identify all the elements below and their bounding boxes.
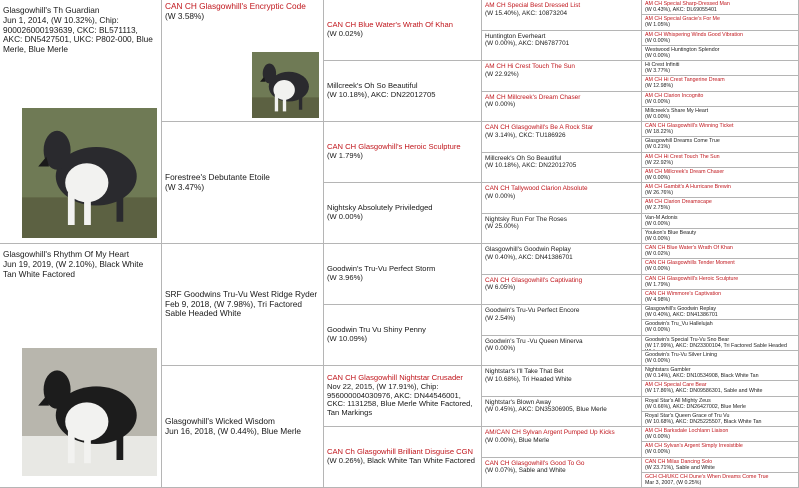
dog-details: (W 3.14%), CKC: TU186926 <box>485 131 566 139</box>
dog-name-text: Nightstars Gambler <box>645 367 691 373</box>
dog-title: AM CH <box>645 77 663 84</box>
dog-details: (W 0.00%) <box>645 357 671 364</box>
dog-details: (W 0.00%) <box>645 266 671 273</box>
dog-name-text: Glasgowhill's Captivating <box>511 276 583 284</box>
dog-name-text: Millcreek's Dream Chaser <box>663 168 725 175</box>
gen2-dog-cell <box>162 122 324 244</box>
gen4-dog-cell <box>482 366 642 397</box>
dog-details: (W 0.00%) <box>485 101 516 109</box>
dog-name-text: Glasgowhill Brilliant Disguise CGN <box>356 447 474 457</box>
dog-details: (W 0.40%), AKC: DN41386701 <box>485 253 573 261</box>
dog-details: (W 10.18%), AKC: DN22012705 <box>485 162 577 170</box>
gen5-dog-cell <box>642 0 799 15</box>
dog-title: AM CH <box>645 382 663 389</box>
gen5-dog-cell <box>642 320 799 335</box>
dog-name <box>485 246 638 254</box>
dog-name-text: Glasgowhill's Be A Rock Star <box>511 124 594 131</box>
gen5-dog-cell <box>642 458 799 473</box>
dog-details: (W 0.02%) <box>645 251 671 258</box>
dog-title: CAN CH <box>645 245 666 251</box>
gen4-dog-cell <box>482 122 642 153</box>
dog-name-text: Clarion Dreamscape <box>663 199 712 206</box>
dog-details: (W 0.00%) <box>485 345 516 353</box>
dog-details: (W 0.00%) <box>645 434 671 441</box>
dog-name-text: Goodwin's Tru-Vu Perfect Encore <box>485 307 580 314</box>
dog-name-text: Goodwin's Tru -Vu Queen Minerva <box>485 337 583 345</box>
dog-details: (W 22.92%) <box>485 70 519 78</box>
dog-details: (W 22.92%) <box>645 159 673 166</box>
gen3-dog-cell <box>324 244 482 305</box>
dog-details: (W 1.79%) <box>327 151 363 160</box>
dog-name <box>485 338 638 346</box>
gen4-dog-cell <box>482 458 642 488</box>
dog-details: Jun 16, 2018, (W 0.44%), Blue Merle <box>165 425 302 436</box>
dog-details: (W 0.00%) <box>645 98 671 105</box>
dog-title: AM CH <box>645 92 663 99</box>
dog-title: CAN CH <box>645 275 666 282</box>
dog-name <box>485 185 638 193</box>
gen5-dog-cell <box>642 137 799 152</box>
dog-name-text: Glasgowhill's Th Guardian <box>3 5 100 15</box>
gen3-dog-cell <box>324 0 482 61</box>
dog-name-text: Glasgowhill's Good To Go <box>511 459 585 467</box>
gen5-dog-cell <box>642 381 799 396</box>
dog-title: AM CH <box>645 168 663 175</box>
dog-name-text: Nightstar's Blown Away <box>485 398 552 406</box>
dog-name-text: Goodwin's Special Tru-Vu Sno Bear <box>645 336 730 343</box>
dog-name <box>485 460 638 468</box>
gen3-dog-cell <box>324 183 482 244</box>
dog-details: (W 0.40%), AKC: DN41386701 <box>645 312 718 319</box>
dog-name <box>485 307 638 315</box>
gen4-dog-cell <box>482 214 642 245</box>
dog-details: Nov 22, 2015, (W 17.91%), Chip: 956000004030976, AKC: DN44546001, CKC: 1131258, Blue Merle White Factored, Tan Markings <box>327 381 473 418</box>
dog-details: (W 3.96%) <box>327 273 363 282</box>
gen5-dog-cell <box>642 46 799 61</box>
dog-name-text: Nightsky Absolutely Priviledged <box>327 203 433 213</box>
dog-name-text: Hi Crest Touch The Sun <box>507 63 575 70</box>
dog-photo-encryptic <box>252 52 319 118</box>
gen5-dog-cell <box>642 198 799 213</box>
dog-name-text: Whispering Winds Good Vibration <box>663 31 743 38</box>
dog-details: (W 15.40%), AKC: 10873204 <box>485 9 568 17</box>
dog-name-text: Millcreek's Share My Heart <box>645 107 709 114</box>
dog-title: CAN CH <box>645 123 666 129</box>
gen5-dog-cell <box>642 168 799 183</box>
dog-details: (W 0.00%), AKC: DN6787701 <box>485 40 570 48</box>
dog-photo-dam <box>22 348 157 476</box>
dog-name-text: Wimmore's Captivation <box>666 290 722 297</box>
dog-details: (W 0.14%), AKC: DN10534908, Black White Tan <box>645 373 759 380</box>
dog-details: (W 25.00%) <box>485 223 519 231</box>
dog-details: (W 2.75%) <box>645 205 671 212</box>
dog-details: (W 2.54%) <box>485 314 516 322</box>
dog-details: (W 0.21%) <box>645 144 671 151</box>
dog-details: (W 1.05%) <box>645 22 671 29</box>
gen4-dog-cell <box>482 397 642 428</box>
dog-details: (W 0.00%) <box>645 235 671 242</box>
dog-name-text: Goodwin's Tru-Vu Silver Lining <box>645 351 718 358</box>
gen5-dog-cell <box>642 244 799 259</box>
dog-name-text: Special Best Dressed List <box>507 2 581 9</box>
dog-details: (W 1.79%) <box>645 281 671 288</box>
dog-name-text: Royal Star's Queen Grace of Tru Vu <box>645 412 730 419</box>
dog-details: (W 17.86%), AKC: DN09586301, Sable and White <box>645 388 763 395</box>
gen4-dog-cell <box>482 244 642 275</box>
gen4-dog-cell <box>482 275 642 306</box>
dog-title: CAN CH <box>327 372 357 382</box>
gen3-dog-cell <box>324 427 482 488</box>
gen5-dog-cell <box>642 229 799 244</box>
dog-name-text: Sylvan's Argent Simply Irresistible <box>663 443 743 450</box>
dog-name-text: Blue Water's Wrath Of Khan <box>358 20 453 30</box>
dog-title: CAN Ch <box>327 447 355 457</box>
dog-name-text: Glasgowhill's Winning Ticket <box>666 123 734 129</box>
gen5-dog-cell <box>642 76 799 91</box>
gen5-dog-cell <box>642 107 799 122</box>
dog-details: (W 0.07%), Sable and White <box>485 467 566 475</box>
dog-name <box>485 63 638 71</box>
dog-details: (W 0.43%), AKC: DL69055401 <box>645 7 717 14</box>
dog-title: AM CH <box>485 2 506 9</box>
dog-name-text: Nightsky Run For The Roses <box>485 215 567 223</box>
dog-name-text: Dune's When Dreams Come True <box>689 473 769 480</box>
dog-name-text: Glasgowhill's Goodwin Replay <box>645 306 717 312</box>
gen5-dog-cell <box>642 290 799 305</box>
gen5-dog-cell <box>642 15 799 30</box>
dog-name-text: SRF Goodwins Tru-Vu West Ridge Ryder <box>165 288 318 299</box>
dog-name-text: Glasgowhill's Goodwin Replay <box>485 246 571 253</box>
dog-title: CAN CH <box>165 1 197 11</box>
dog-name-text: Glasgowhills Tender Moment <box>666 260 735 267</box>
dog-name <box>485 216 638 224</box>
dog-photo-sire <box>22 108 157 238</box>
gen3-dog-cell <box>324 61 482 122</box>
dog-details: (W 0.00%) <box>645 220 671 227</box>
dog-name <box>485 429 638 437</box>
gen3-dog-cell <box>324 366 482 427</box>
dog-details: (W 17.99%), AKC: DN23300104, Tri Factored Sable Headed <box>645 342 787 349</box>
dog-details: (W 10.68%), AKC: DN25225507, Black White Tan <box>645 418 762 425</box>
dog-name-text: Van-M Adonis <box>645 214 678 221</box>
dog-name-text: Glasgowhill's Encryptic Code <box>199 1 306 11</box>
dog-name-text: Forestree's Debutante Etoile <box>165 171 270 182</box>
gen5-dog-cell <box>642 412 799 427</box>
dog-name-text: Royal Star's All Mighty Zeus <box>645 397 711 404</box>
dog-title: CAN CH <box>485 276 510 284</box>
dog-title: AM CH <box>645 153 663 160</box>
dog-title: CAN CH <box>485 459 510 467</box>
gen5-dog-cell <box>642 122 799 137</box>
gen5-dog-cell <box>642 305 799 320</box>
dog-name-text: Clarion Incognito <box>663 92 704 99</box>
dog-name-text: Barksdale Lochlann Liaison <box>663 428 729 434</box>
dog-details: Feb 9, 2018, (W 7.98%), Tri Factored Sable Headed White <box>165 298 302 319</box>
dog-details: (W 0.02%) <box>327 29 363 38</box>
dog-details: (W 0.26%), Black White Tan White Factored <box>327 456 475 465</box>
dog-name <box>485 277 638 285</box>
dog-details: (W 0.00%) <box>485 192 516 200</box>
dog-name-text: Special Gracie's For Me <box>663 16 720 23</box>
dog-title: CAN CH <box>485 185 510 192</box>
dog-details: (W 0.00%) <box>645 174 671 181</box>
dog-name-text: Milas Dancing Solo <box>666 458 713 465</box>
dog-name-text: Special Sharp-Dressed Man <box>663 1 730 7</box>
dog-title: CAN CH <box>327 142 357 152</box>
gen5-dog-cell <box>642 214 799 229</box>
dog-name-text: Glasgowhill Nightstar Crusader <box>358 372 463 382</box>
dog-details: (W 3.58%) <box>165 10 205 21</box>
dog-name-text: Special Care Bear <box>663 382 707 389</box>
gen3-dog-cell <box>324 122 482 183</box>
gen4-dog-cell <box>482 92 642 123</box>
dog-title: GCH CH/UKC CH <box>645 473 688 480</box>
gen4-dog-cell <box>482 336 642 367</box>
dog-name-text: Millcreek's Oh So Beautiful <box>485 154 562 162</box>
gen5-dog-cell <box>642 61 799 76</box>
gen4-dog-cell <box>482 427 642 458</box>
dog-name-text: Goodwin Tru Vu Shiny Penny <box>327 325 426 335</box>
gen4-dog-cell <box>482 183 642 214</box>
dog-title: AM CH <box>645 443 663 450</box>
dog-title: CAN CH <box>645 458 666 465</box>
dog-details: (W 0.00%) <box>645 327 671 334</box>
gen5-dog-cell <box>642 366 799 381</box>
gen2-dog-cell <box>162 366 324 488</box>
gen5-dog-cell <box>642 473 799 488</box>
dog-details: (W 10.09%) <box>327 334 368 343</box>
dog-details: Mar 3, 2007, (W 0.25%) <box>645 479 702 486</box>
dog-name-text: Goodwin's Tru_Vu Hallelujah <box>645 321 713 328</box>
dog-details: (W 0.66%), AKC: DN26427002, Blue Merle <box>645 403 746 410</box>
dog-name <box>485 2 638 10</box>
dog-title: AM CH <box>645 31 663 38</box>
gen4-dog-cell <box>482 0 642 31</box>
dog-title: AM CH <box>645 199 663 206</box>
dog-title: AM CH <box>485 93 506 101</box>
dog-title: AM/CAN CH <box>485 429 521 436</box>
dog-details: (W 6.05%) <box>485 284 516 292</box>
dog-details: (W 0.00%) <box>645 37 671 44</box>
dog-details: (W 3.47%) <box>165 181 205 192</box>
gen5-dog-cell <box>642 259 799 274</box>
dog-name-text: Tallywood Clarion Absolute <box>511 185 588 192</box>
gen5-dog-cell <box>642 442 799 457</box>
dog-name-text: Gambit's A Hurricane Brewin <box>663 184 731 190</box>
dog-title: CAN CH <box>645 260 666 267</box>
gen5-dog-cell <box>642 153 799 168</box>
gen5-dog-cell <box>642 427 799 442</box>
dog-title: CAN CH <box>645 290 666 297</box>
dog-details: (W 23.71%), Sable and White <box>645 464 715 471</box>
dog-details: (W 0.00%) <box>645 52 671 59</box>
gen5-dog-cell <box>642 183 799 198</box>
gen5-dog-cell <box>642 92 799 107</box>
gen4-dog-cell <box>482 153 642 184</box>
dog-title: AM CH <box>645 184 663 190</box>
dog-name-text: Huntington Everheart <box>485 32 546 40</box>
dog-details: Jun 19, 2019, (W 2.10%), Black White Tan White Factored <box>3 258 144 279</box>
dog-name-text: Glasgowhill's Rhythm Of My Heart <box>3 249 130 259</box>
dog-details: (W 3.77%) <box>645 68 671 75</box>
dog-name-text: Glasgowhill's Heroic Sculpture <box>666 275 739 282</box>
gen5-dog-cell <box>642 275 799 290</box>
dog-details: (W 10.68%), Tri Headed White <box>485 375 572 383</box>
dog-details: (W 18.22%) <box>645 129 673 136</box>
dog-name-text: Hi Crest Infiniti <box>645 62 680 68</box>
dog-name-text: Nightstar's I'll Take That Bet <box>485 368 564 375</box>
dog-title: AM CH <box>645 16 663 23</box>
dog-details: (W 10.18%), AKC: DN22012705 <box>327 90 436 99</box>
dog-details: Jun 1, 2014, (W 10.32%), Chip: 900026000193639, CKC: BL571113, AKC: DN5427501, UKC: P802-000, Blue Merle, Blue Merle <box>3 14 153 55</box>
gen5-dog-cell <box>642 351 799 366</box>
dog-details: (W 0.00%) <box>645 449 671 456</box>
dog-title: AM CH <box>645 428 663 434</box>
dog-title: AM CH <box>645 1 663 7</box>
gen5-dog-cell <box>642 31 799 46</box>
gen3-dog-cell <box>324 305 482 366</box>
dog-name-text: Hi Crest Touch The Sun <box>663 153 720 160</box>
dog-details: (W 0.45%), AKC: DN35306905, Blue Merle <box>485 406 607 414</box>
dog-name <box>485 124 638 132</box>
dog-details: (W 0.00%) <box>327 212 363 221</box>
dog-details: (W 12.98%) <box>645 83 673 90</box>
gen4-dog-cell <box>482 61 642 92</box>
dog-name-text: Glasgowhill's Wicked Wisdom <box>165 415 275 426</box>
dog-title: CAN CH <box>485 124 510 131</box>
dog-name-text: Glasgowhill Dreams Come True <box>645 138 720 145</box>
dog-details: (W 26.76%) <box>645 190 673 197</box>
dog-details: (W 4.98%) <box>645 296 671 303</box>
dog-name-text: Blue Water's Wrath Of Khan <box>666 245 733 251</box>
dog-name-text: Westwood Huntington Splendor <box>645 46 720 53</box>
dog-title: CAN CH <box>327 20 357 30</box>
dog-name-text: Youkon's Blue Beauty <box>645 229 697 236</box>
gen4-dog-cell <box>482 305 642 336</box>
dog-name <box>485 155 638 163</box>
dog-name-text: Hi Crest Tangerine Dream <box>663 77 725 84</box>
dog-name <box>485 33 638 41</box>
dog-title: AM CH <box>485 63 506 70</box>
dog-name-text: Sylvan Argent Pumped Up Kicks <box>522 429 615 436</box>
gen5-dog-cell <box>642 397 799 412</box>
gen2-dog-cell <box>162 244 324 366</box>
dog-name <box>485 94 638 102</box>
dog-details: (W 0.00%) <box>645 113 671 120</box>
dog-name-text: Millcreek's Dream Chaser <box>507 93 581 101</box>
dog-name <box>485 368 638 376</box>
dog-name-text: Glasgowhill's Heroic Sculpture <box>358 142 461 152</box>
dog-name-text: Goodwin's Tru-Vu Perfect Storm <box>327 264 436 274</box>
gen5-dog-cell <box>642 336 799 351</box>
dog-name <box>485 399 638 407</box>
dog-details: (W 0.00%), Blue Merle <box>485 436 550 444</box>
gen4-dog-cell <box>482 31 642 62</box>
dog-name-text: Millcreek's Oh So Beautiful <box>327 81 418 91</box>
